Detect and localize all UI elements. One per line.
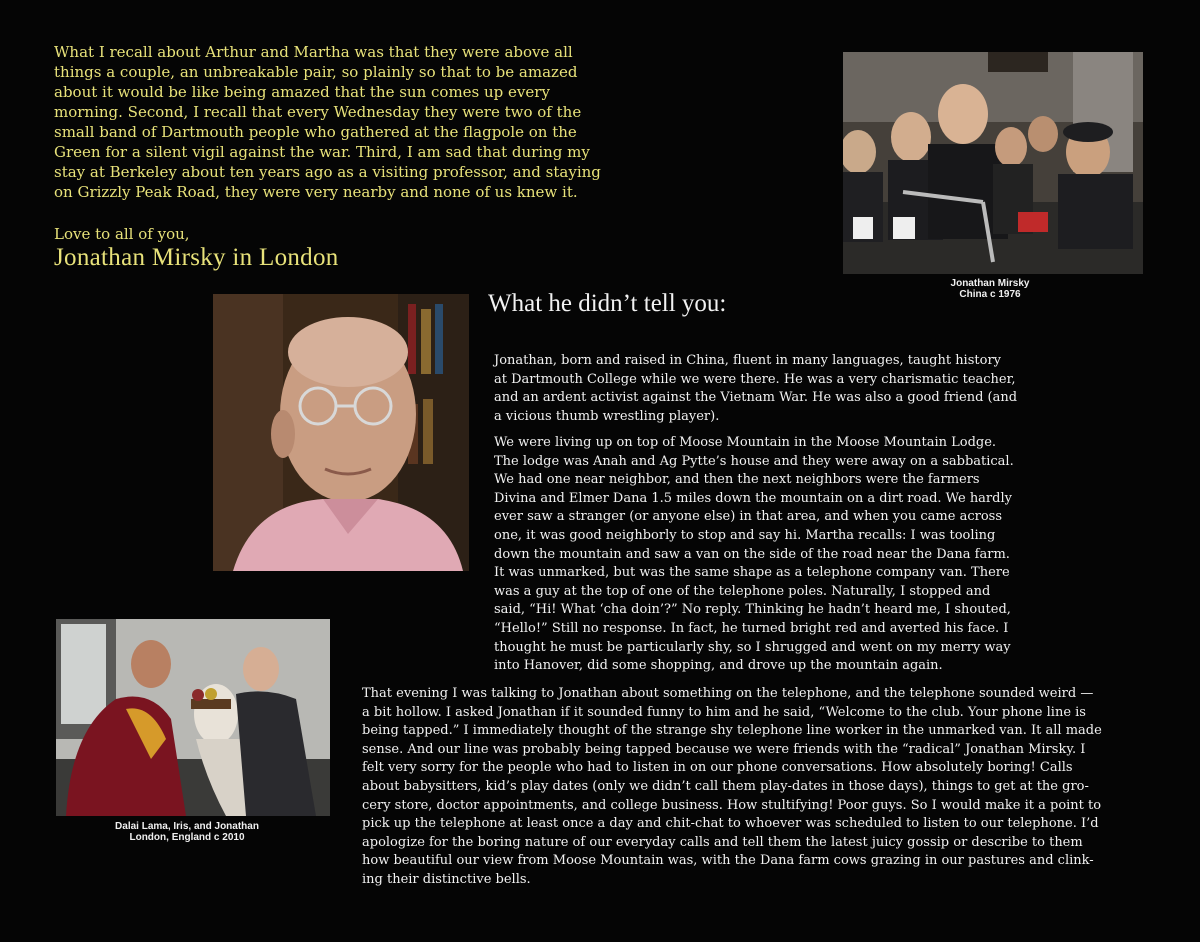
para3-line: apologize for the boring nature of our everyday calls and tell them the latest juicy gossip or describe to them [362, 834, 1083, 850]
para1-line: at Dartmouth College while we were there. He was a very charismatic teacher, [494, 371, 1016, 387]
para2-line: We were living up on top of Moose Mountain in the Moose Mountain Lodge. [494, 435, 997, 450]
caption-china [920, 278, 1060, 300]
intro-line: What I recall about Arthur and Martha was that they were above all [54, 43, 573, 61]
intro-line: small band of Dartmouth people who gathered at the flagpole on the [54, 123, 577, 141]
para2-line: The lodge was Anah and Ag Pytte’s house and they were away on a sabbatical. [494, 453, 1014, 469]
para2-line: thought he must be particularly shy, so I shrugged and went on my merry way [494, 639, 1011, 655]
para3-line: cery store, doctor appointments, and college business. How stultifying! Poor guys. So I would make it a point to [362, 797, 1102, 813]
para3-line: how beautiful our view from Moose Mountain was, with the Dana farm cows grazing in our pastures and clink- [362, 853, 1094, 869]
closing-line: Love to all of you, [54, 225, 190, 243]
intro-letter [54, 42, 614, 202]
para3-line: sense. And our line was probably being tapped because we were friends with the “radical” Jonathan Mirsky. I [362, 741, 1086, 757]
section-heading: What he didn’t tell you: [488, 290, 727, 317]
para1-line: a vicious thumb wrestling player). [494, 408, 720, 424]
para3-line: felt very sorry for the people who had to listen in on our phone conversations. How absolutely boring! Calls [362, 760, 1073, 776]
paragraph-moose-mountain [494, 434, 1074, 676]
paragraph-phone-tap [362, 685, 1152, 890]
para2-line: said, “Hi! What ‘cha doin’?” No reply. Thinking he hadn’t heard me, I shouted, [494, 602, 1011, 618]
para2-line: Divina and Elmer Dana 1.5 miles down the mountain on a dirt road. We hardly [494, 490, 1012, 506]
caption-china-line1: Jonathan Mirsky [950, 278, 1030, 289]
intro-line: about it would be like being amazed that the sun comes up every [54, 83, 550, 101]
caption-dalai-line2: London, England c 2010 [129, 832, 245, 843]
para3-line: being tapped.” I immediately thought of the strange shy telephone line worker in the unmarked van. It all made [362, 723, 1102, 739]
photo-portrait [213, 294, 469, 571]
para1-line: and an ardent activist against the Vietnam War. He was also a good friend (and [494, 390, 1018, 406]
para2-line: down the mountain and saw a van on the side of the road near the Dana farm. [494, 546, 1010, 562]
para1-line: Jonathan, born and raised in China, fluent in many languages, taught history [494, 353, 1001, 368]
caption-china-line2: China c 1976 [959, 289, 1021, 300]
para3-line: about babysitters, kid’s play dates (only we didn’t call them play-dates in those days), things to get at the gro- [362, 778, 1089, 794]
photo-jonathan-china [843, 52, 1143, 274]
para3-line: That evening I was talking to Jonathan about something on the telephone, and the telephone sounded weird — [362, 686, 1094, 701]
para3-line: a bit hollow. I asked Jonathan if it sounded funny to him and he said, “Welcome to the club. Your phone line is [362, 704, 1086, 720]
para2-line: We had one near neighbor, and then the next neighbors were the farmers [494, 472, 980, 488]
intro-line: morning. Second, I recall that every Wednesday they were two of the [54, 103, 582, 121]
para2-line: It was unmarked, but was the same shape as a telephone company van. There [494, 565, 1010, 581]
caption-dalai-line1: Dalai Lama, Iris, and Jonathan [115, 821, 259, 832]
para2-line: one, it was good neighborly to stop and say hi. Martha recalls: I was tooling [494, 527, 996, 543]
para3-line: pick up the telephone at least once a day and chit-chat to whoever was scheduled to listen to our telephone. I’d [362, 816, 1099, 832]
intro-line: Green for a silent vigil against the war. Third, I am sad that during my [54, 143, 590, 161]
caption-dalai [56, 821, 318, 843]
signature: Jonathan Mirsky in London [54, 244, 339, 271]
intro-line: things a couple, an unbreakable pair, so plainly so that to be amazed [54, 63, 578, 81]
photo-dalai-lama [56, 619, 330, 816]
para2-line: was a guy at the top of one of the telephone poles. Naturally, I stopped and [494, 583, 991, 599]
para3-line: ing their distinctive bells. [362, 871, 531, 887]
para2-line: ever saw a stranger (or anyone else) in that area, and when you came across [494, 509, 1002, 525]
intro-line: stay at Berkeley about ten years ago as a visiting professor, and staying [54, 163, 601, 181]
paragraph-background [494, 352, 1074, 426]
para2-line: into Hanover, did some shopping, and drove up the mountain again. [494, 658, 943, 674]
intro-line: on Grizzly Peak Road, they were very nearby and none of us knew it. [54, 183, 578, 201]
para2-line: “Hello!” Still no response. In fact, he turned bright red and averted his face. I [494, 620, 1009, 636]
